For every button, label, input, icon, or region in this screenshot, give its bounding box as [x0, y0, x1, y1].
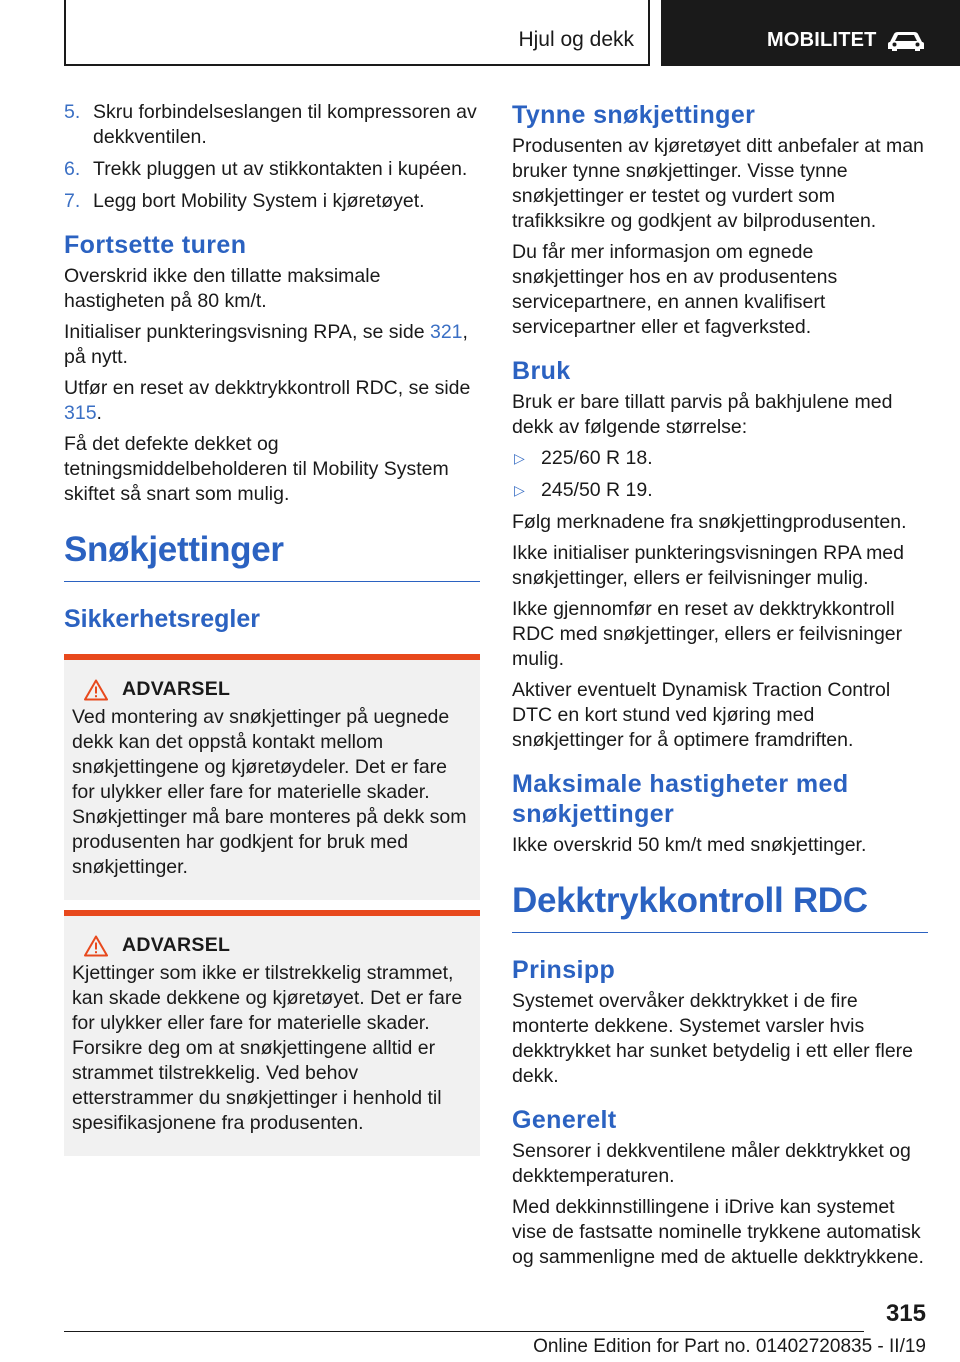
warning-text: Kjettinger som ikke er tilstrekkelig strammet, kan skade dekkene og kjøretøyet. Det er fare for ulykker eller fare for materielle skader. Forsikre deg om at snøkjettingene alltid er strammet tilstrekkelig. Ved behov etterstrammer du snøkjettinger i henhold til spesifikasjonene fra produsenten.	[72, 962, 463, 1134]
paragraph: Følg merknadene fra snøkjettingprodusenten.	[512, 511, 907, 533]
rdc-chapter-heading: Dekktrykkontroll RDC	[512, 880, 928, 933]
chapter-heading: Snøkjettinger	[64, 529, 480, 582]
header-chapter-box	[661, 0, 960, 66]
warning-triangle-icon	[84, 935, 108, 957]
paragraph: Overskrid ikke den tillatte maksimale hastigheten på 80 km/t.	[64, 265, 381, 312]
thin-chains-heading: Tynne snøkjettinger	[512, 101, 756, 129]
triangle-bullet-icon: ▷	[514, 450, 525, 466]
paragraph: Ikke gjennomfør en reset av dekktrykkontroll RDC med snøkjettinger, ellers er feilvisninger mulig.	[512, 598, 903, 670]
principle-heading: Prinsipp	[512, 956, 616, 984]
paragraph: Sensorer i dekkventilene måler dekktrykket og dekktemperaturen.	[512, 1140, 911, 1187]
paragraph	[64, 320, 480, 370]
paragraph: Få det defekte dekket og tetningsmiddelbeholderen til Mobility System skiftet så snart som mulig.	[64, 433, 449, 505]
paragraph: Ikke overskrid 50 km/t med snøkjettinger.	[512, 834, 867, 856]
header-section-box	[64, 0, 650, 66]
list-item	[64, 100, 480, 150]
left-column	[64, 100, 480, 1156]
continue-heading: Fortsette turen	[64, 231, 247, 259]
step-list	[64, 100, 480, 214]
tire-size-list	[512, 446, 928, 503]
warning-box	[64, 654, 480, 900]
section-title: Hjul og dekk	[518, 28, 634, 51]
tire-size: 245/50 R 19.	[541, 479, 653, 501]
step-text: Skru forbindelseslangen til kompressoren av dekkventilen.	[93, 101, 477, 148]
footer-divider	[64, 1331, 864, 1332]
list-item	[64, 189, 480, 214]
step-number: 5.	[64, 101, 81, 123]
triangle-bullet-icon: ▷	[514, 482, 525, 498]
paragraph: Du får mer informasjon om egnede snøkjettinger hos en av produsentens servicepartnere, en annen kvalifisert servicepartner eller et fagverksted.	[512, 241, 838, 338]
step-number: 6.	[64, 158, 81, 180]
text-span: Utfør en reset av dekktrykkontroll RDC, se side	[64, 377, 471, 399]
text-span: , på nytt.	[64, 321, 468, 368]
chapter-title: MOBILITET	[767, 29, 877, 51]
warning-box	[64, 910, 480, 1156]
safety-heading: Sikkerhetsregler	[64, 605, 260, 633]
page-number: 315	[885, 1300, 926, 1327]
warning-title: ADVARSEL	[122, 934, 231, 956]
list-item	[512, 446, 928, 471]
paragraph: Systemet overvåker dekktrykket i de fire monterte dekkene. Systemet varsler hvis dekktrykket har sunket betydelig i ett eller flere dekk.	[512, 990, 914, 1087]
right-column	[512, 100, 928, 1276]
text-span: Initialiser punkteringsvisning RPA, se side	[64, 321, 430, 343]
tire-size: 225/60 R 18.	[541, 447, 653, 469]
warning-title: ADVARSEL	[122, 678, 231, 700]
paragraph: Ikke initialiser punkteringsvisningen RPA med snøkjettinger, ellers er feilvisninger mulig.	[512, 542, 904, 589]
list-item	[64, 157, 480, 182]
use-heading: Bruk	[512, 357, 571, 385]
step-number: 7.	[64, 190, 81, 212]
car-icon	[887, 30, 925, 52]
warning-header	[72, 678, 472, 701]
warning-triangle-icon	[84, 679, 108, 701]
page-link-321[interactable]: 321	[429, 321, 463, 343]
paragraph: Bruk er bare tillatt parvis på bakhjulene med dekk av følgende størrelse:	[512, 391, 893, 438]
warning-text: Ved montering av snøkjettinger på uegnede dekk kan det oppstå kontakt mellom snøkjettingene og kjøretøydeler. Det er fare for ulykker eller fare for materielle skader. Snøkjettinger må bare monteres på dekk som produsenten har godkjent for bruk med snøkjettinger.	[72, 706, 467, 878]
general-heading: Generelt	[512, 1106, 617, 1134]
paragraph: Aktiver eventuelt Dynamisk Traction Control DTC en kort stund ved kjøring med snøkjettinger for å optimere framdriften.	[512, 679, 891, 751]
step-text: Legg bort Mobility System i kjøretøyet.	[93, 190, 425, 212]
warning-header	[72, 934, 472, 957]
paragraph: Med dekkinnstillingene i iDrive kan systemet vise de fastsatte nominelle trykkene automatisk og sammenligne med de aktuelle dekktrykkene.	[512, 1196, 924, 1268]
step-text: Trekk pluggen ut av stikkontakten i kupéen.	[93, 158, 468, 180]
paragraph: Produsenten av kjøretøyet ditt anbefaler at man bruker tynne snøkjettinger. Visse tynne snøkjettinger er testet og vurdert som trafikksikre og godkjent av bilprodusenten.	[512, 135, 924, 232]
page-link-315[interactable]: 315	[64, 402, 97, 424]
list-item	[512, 478, 928, 503]
paragraph	[64, 376, 480, 426]
max-speed-heading: Maksimale hastigheter med snøkjettinger	[512, 770, 849, 828]
edition-note: Online Edition for Part no. 01402720835 - II/19	[533, 1336, 926, 1357]
text-span: .	[96, 402, 102, 424]
page-header	[0, 0, 960, 66]
